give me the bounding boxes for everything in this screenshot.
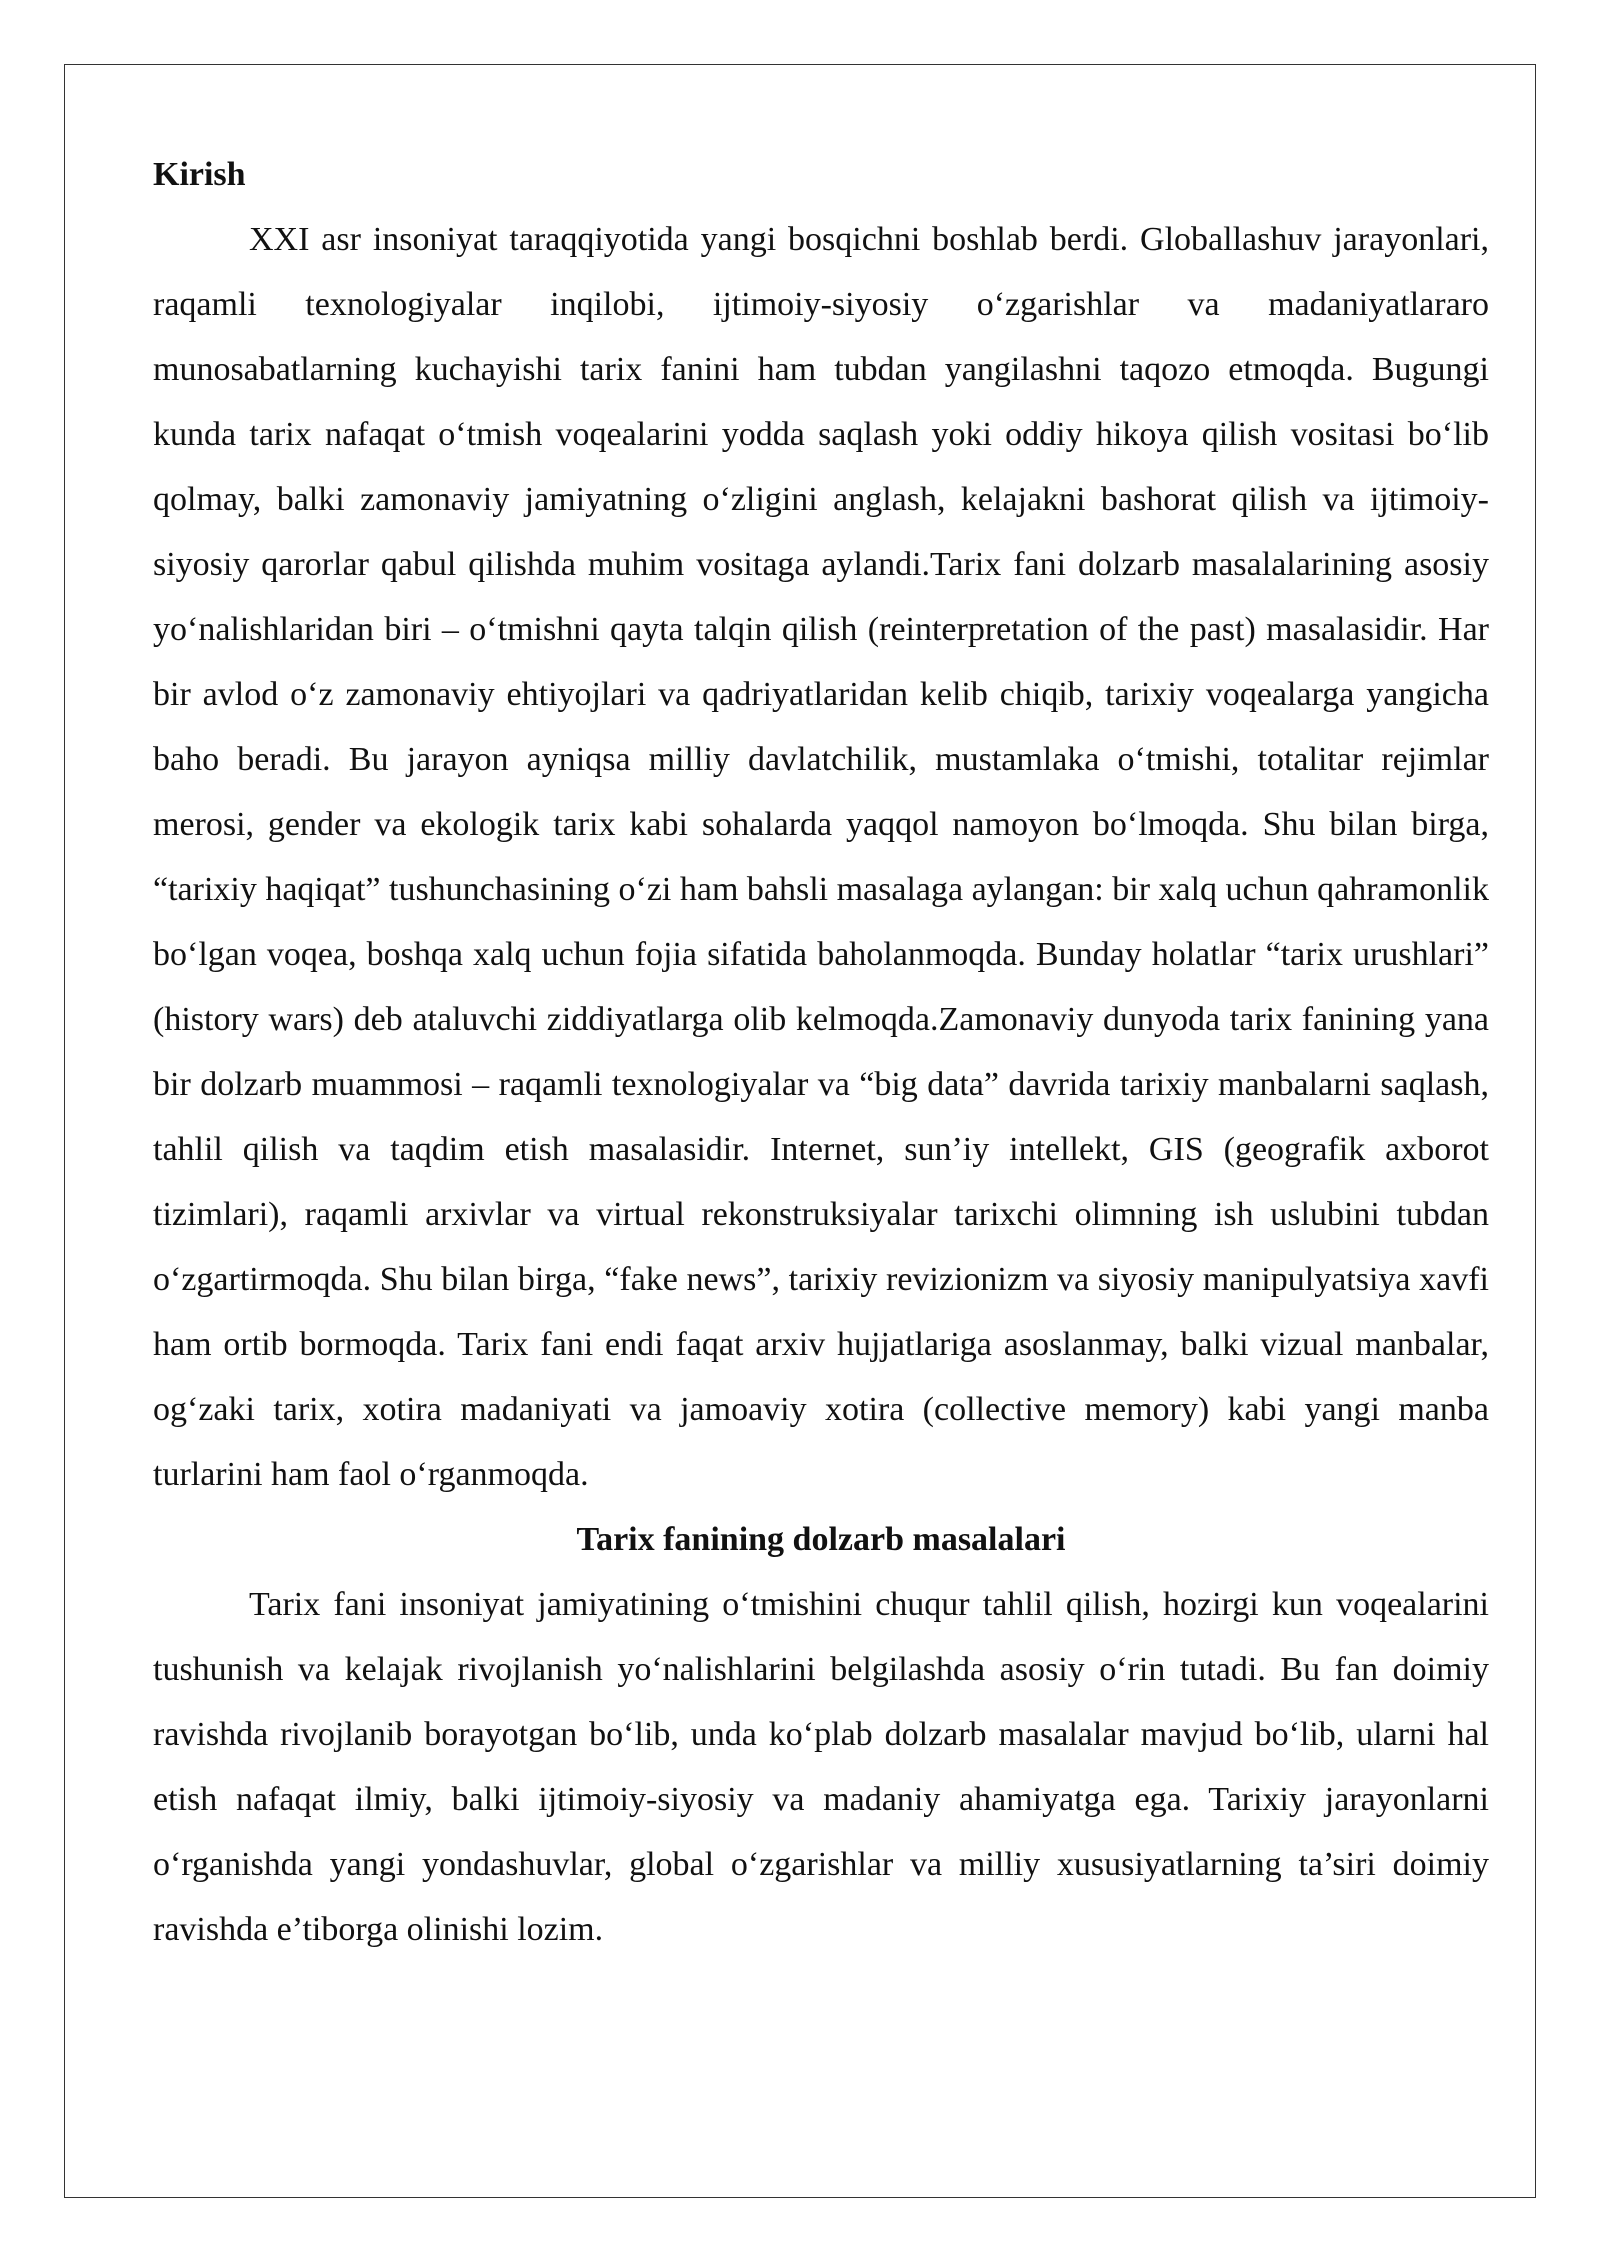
section-heading: Tarix fanining dolzarb masalalari [576, 1521, 1066, 1558]
intro-heading: Kirish [153, 156, 246, 193]
document-body [153, 142, 1489, 1962]
intro-paragraph: XXI asr insoniyat taraqqiyotida yangi bosqichni boshlab berdi. Globallashuv jarayonlari, raqamli texnologiyalar inqilobi, ijtimoiy-siyosiy o‘zgarishlar va madaniyatlararo munosabatlarning kuchayishi tarix fanini ham tubdan yangilashni taqozo etmoqda. Bugungi kunda tarix nafaqat o‘tmish voqealarini yodda saqlash yoki oddiy hikoya qilish vositasi bo‘lib qolmay, balki zamonaviy jamiyatning o‘zligini anglash, kelajakni bashorat qilish va ijtimoiy-siyosiy qarorlar qabul qilishda muhim vositaga aylandi.Tarix fani dolzarb masalalarining asosiy yo‘nalishlaridan biri – o‘tmishni qayta talqin qilish (reinterpretation of the past) masalasidir. Har bir avlod o‘z zamonaviy ehtiyojlari va qadriyatlaridan kelib chiqib, tarixiy voqealarga yangicha baho beradi. Bu jarayon ayniqsa milliy davlatchilik, mustamlaka o‘tmishi, totalitar rejimlar merosi, gender va ekologik tarix kabi sohalarda yaqqol namoyon bo‘lmoqda. Shu bilan birga, “tarixiy haqiqat” tushunchasining o‘zi ham bahsli masalaga aylangan: bir xalq uchun qahramonlik bo‘lgan voqea, boshqa xalq uchun fojia sifatida baholanmoqda. Bunday holatlar “tarix urushlari” (history wars) deb ataluvchi ziddiyatlarga olib kelmoqda.Zamonaviy dunyoda tarix fanining yana bir dolzarb muammosi – raqamli texnologiyalar va “big data” davrida tarixiy manbalarni saqlash, tahlil qilish va taqdim etish masalasidir. Internet, sun’iy intellekt, GIS (geografik axborot tizimlari), raqamli arxivlar va virtual rekonstruksiyalar tarixchi olimning ish uslubini tubdan o‘zgartirmoqda. Shu bilan birga, “fake news”, tarixiy revizionizm va siyosiy manipulyatsiya xavfi ham ortib bormoqda. Tarix fani endi faqat arxiv hujjatlariga asoslanmay, balki vizual manbalar, og‘zaki tarix, xotira madaniyati va jamoaviy xotira (collective memory) kabi yangi manba turlarini ham faol o‘rganmoqda. [153, 221, 1489, 1493]
section-paragraph: Tarix fani insoniyat jamiyatining o‘tmishini chuqur tahlil qilish, hozirgi kun voqealarini tushunish va kelajak rivojlanish yo‘nalishlarini belgilashda asosiy o‘rin tutadi. Bu fan doimiy ravishda rivojlanib borayotgan bo‘lib, unda ko‘plab dolzarb masalalar mavjud bo‘lib, ularni hal etish nafaqat ilmiy, balki ijtimoiy-siyosiy va madaniy ahamiyatga ega. Tarixiy jarayonlarni o‘rganishda yangi yondashuvlar, global o‘zgarishlar va milliy xususiyatlarning ta’siri doimiy ravishda e’tiborga olinishi lozim. [153, 1586, 1489, 1948]
